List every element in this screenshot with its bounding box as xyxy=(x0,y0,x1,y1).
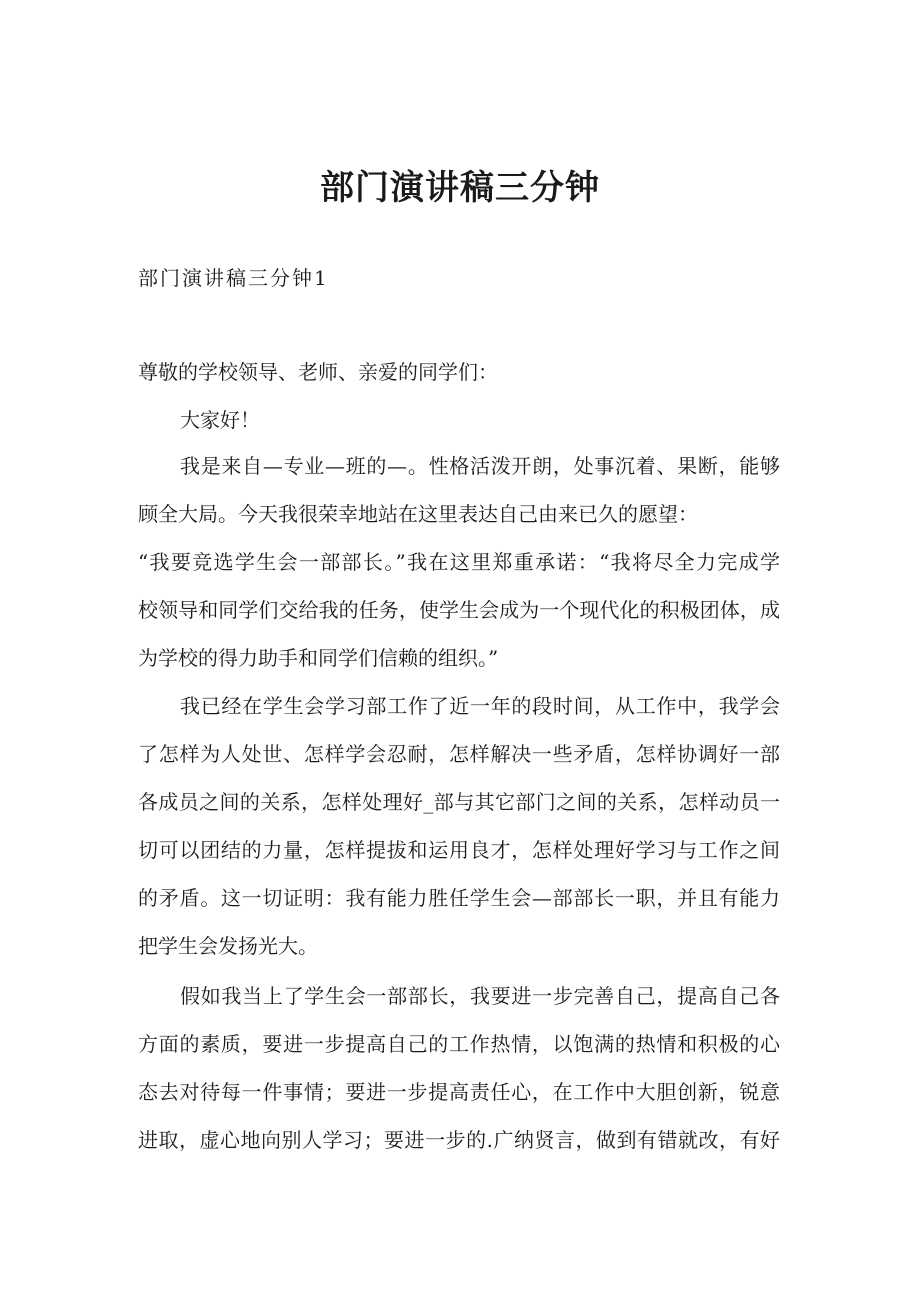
paragraph-line: 了怎样为人处世、怎样学会忍耐，怎样解决一些矛盾，怎样协调好一部 xyxy=(138,742,780,766)
paragraph-line: 我已经在学生会学习部工作了近一年的段时间，从工作中，我学会 xyxy=(180,694,780,718)
paragraph-line: 把学生会发扬光大。 xyxy=(138,934,318,958)
paragraph-line: 各成员之间的关系，怎样处理好_部与其它部门之间的关系，怎样动员一 xyxy=(138,790,780,814)
salutation: 尊敬的学校领导、老师、亲爱的同学们： xyxy=(138,360,498,384)
section-subtitle: 部门演讲稿三分钟1 xyxy=(138,266,329,290)
greeting: 大家好！ xyxy=(180,408,260,432)
paragraph-line: 校领导和同学们交给我的任务，使学生会成为一个现代化的积极团体，成 xyxy=(138,598,780,622)
document-title: 部门演讲稿三分钟 xyxy=(320,168,600,208)
paragraph-line: 假如我当上了学生会一部部长，我要进一步完善自己，提高自己各 xyxy=(180,984,780,1008)
paragraph-line: 顾全大局。今天我很荣幸地站在这里表达自己由来已久的愿望： xyxy=(138,502,698,526)
paragraph-line: “我要竞选学生会一部部长。”我在这里郑重承诺：“我将尽全力完成学 xyxy=(138,550,780,574)
paragraph-line: 进取，虚心地向别人学习；要进一步的.广纳贤言，做到有错就改，有好 xyxy=(138,1128,780,1152)
paragraph-line: 切可以团结的力量，怎样提拔和运用良才，怎样处理好学习与工作之间 xyxy=(138,838,780,862)
paragraph-line: 态去对待每一件事情；要进一步提高责任心，在工作中大胆创新，锐意 xyxy=(138,1080,780,1104)
paragraph-line: 为学校的得力助手和同学们信赖的组织。” xyxy=(138,646,499,670)
paragraph-line: 我是来自—专业—班的—。性格活泼开朗，处事沉着、果断，能够 xyxy=(180,454,780,478)
paragraph-line: 方面的素质，要进一步提高自己的工作热情，以饱满的热情和积极的心 xyxy=(138,1032,780,1056)
paragraph-line: 的矛盾。这一切证明：我有能力胜任学生会—部部长一职，并且有能力 xyxy=(138,886,780,910)
